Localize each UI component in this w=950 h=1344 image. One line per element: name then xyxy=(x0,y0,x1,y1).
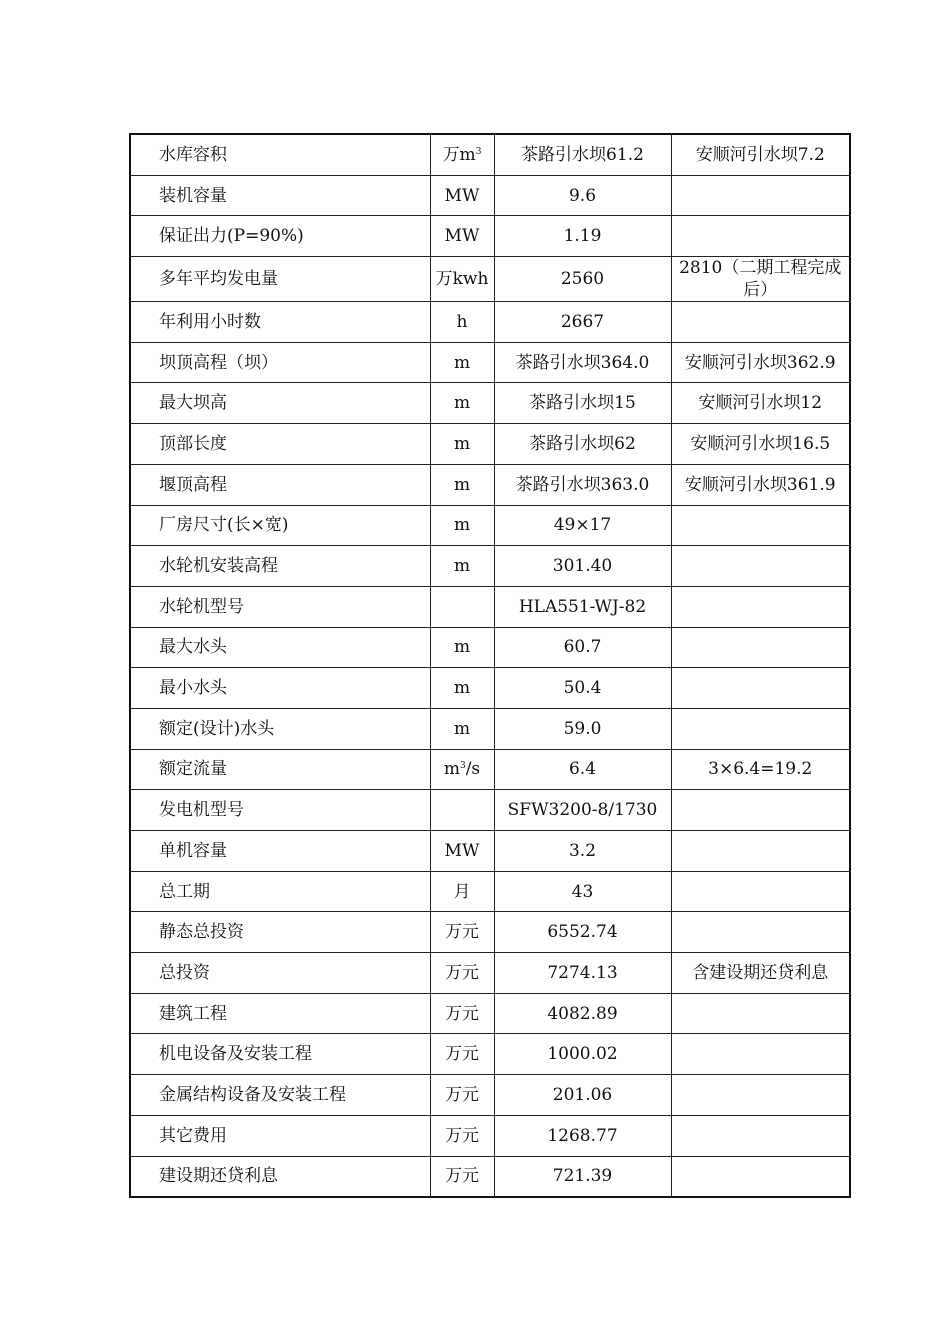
note-cell xyxy=(671,1156,850,1197)
spec-table xyxy=(129,133,851,1198)
item-cell: 额定流量 xyxy=(130,749,430,790)
value-cell: 茶路引水坝364.0 xyxy=(494,342,671,383)
note-cell xyxy=(671,831,850,872)
unit-text: 万m xyxy=(442,144,476,165)
note-cell xyxy=(671,175,850,216)
unit-text: m xyxy=(453,637,471,658)
unit-text: m xyxy=(453,678,471,699)
table-row xyxy=(130,790,850,831)
value-cell: 1268.77 xyxy=(494,1115,671,1156)
unit-text: MW xyxy=(444,185,480,206)
value-cell: 3.2 xyxy=(494,831,671,872)
unit-cell xyxy=(430,342,494,383)
value-cell: SFW3200-8/1730 xyxy=(494,790,671,831)
value-cell: 茶路引水坝62 xyxy=(494,424,671,465)
unit-cell xyxy=(430,831,494,872)
item-cell: 建筑工程 xyxy=(130,993,430,1034)
note-cell: 含建设期还贷利息 xyxy=(671,953,850,994)
value-cell: HLA551-WJ-82 xyxy=(494,586,671,627)
unit-text: 月 xyxy=(453,881,471,902)
note-cell xyxy=(671,871,850,912)
unit-text: 万元 xyxy=(445,922,479,943)
value-cell: 49×17 xyxy=(494,505,671,546)
value-cell: 4082.89 xyxy=(494,993,671,1034)
unit-text: m xyxy=(443,759,460,780)
item-cell: 建设期还贷利息 xyxy=(130,1156,430,1197)
unit-cell xyxy=(430,1115,494,1156)
unit-text: m xyxy=(453,352,471,373)
value-cell: 7274.13 xyxy=(494,953,671,994)
table-row xyxy=(130,1156,850,1197)
value-cell: 60.7 xyxy=(494,627,671,668)
note-cell xyxy=(671,912,850,953)
item-cell: 总工期 xyxy=(130,871,430,912)
value-cell: 301.40 xyxy=(494,546,671,587)
unit-cell xyxy=(430,1034,494,1075)
item-cell: 其它费用 xyxy=(130,1115,430,1156)
unit-text: m xyxy=(453,433,471,454)
unit-text: 万元 xyxy=(445,1084,479,1105)
item-cell: 单机容量 xyxy=(130,831,430,872)
table-row xyxy=(130,708,850,749)
item-cell: 水库容积 xyxy=(130,134,430,175)
note-cell xyxy=(671,302,850,343)
unit-text: m xyxy=(453,393,471,414)
value-cell: 9.6 xyxy=(494,175,671,216)
table-row xyxy=(130,175,850,216)
table-row xyxy=(130,1075,850,1116)
unit-text: 万元 xyxy=(445,1166,479,1187)
unit-text: 万元 xyxy=(445,962,479,983)
note-cell xyxy=(671,993,850,1034)
item-cell: 额定(设计)水头 xyxy=(130,708,430,749)
unit-cell xyxy=(430,216,494,257)
table-row xyxy=(130,1034,850,1075)
unit-text: MW xyxy=(444,840,480,861)
unit-text: 万kwh xyxy=(435,269,489,290)
table-row xyxy=(130,912,850,953)
note-cell: 2810（二期工程完成后） xyxy=(671,257,850,302)
item-cell: 年利用小时数 xyxy=(130,302,430,343)
table-row xyxy=(130,871,850,912)
unit-superscript: 3 xyxy=(459,761,466,772)
unit-text: 万元 xyxy=(445,1003,479,1024)
unit-cell xyxy=(430,912,494,953)
item-cell: 最大水头 xyxy=(130,627,430,668)
note-cell xyxy=(671,1034,850,1075)
unit-cell xyxy=(430,257,494,302)
unit-text: 万元 xyxy=(445,1044,479,1065)
table-row xyxy=(130,424,850,465)
table-row xyxy=(130,831,850,872)
item-cell: 水轮机安装高程 xyxy=(130,546,430,587)
note-cell xyxy=(671,1075,850,1116)
unit-cell xyxy=(430,627,494,668)
note-cell xyxy=(671,668,850,709)
item-cell: 厂房尺寸(长×宽) xyxy=(130,505,430,546)
unit-cell xyxy=(430,1156,494,1197)
unit-superscript: 3 xyxy=(475,146,482,157)
unit-cell xyxy=(430,708,494,749)
unit-cell xyxy=(430,993,494,1034)
value-cell: 茶路引水坝15 xyxy=(494,383,671,424)
item-cell: 坝顶高程（坝） xyxy=(130,342,430,383)
unit-cell xyxy=(430,790,494,831)
table-row xyxy=(130,668,850,709)
table-row xyxy=(130,993,850,1034)
note-cell: 安顺河引水坝361.9 xyxy=(671,464,850,505)
item-cell: 最大坝高 xyxy=(130,383,430,424)
value-cell: 6552.74 xyxy=(494,912,671,953)
note-cell: 安顺河引水坝12 xyxy=(671,383,850,424)
note-cell xyxy=(671,546,850,587)
unit-text: 万元 xyxy=(445,1125,479,1146)
unit-text: MW xyxy=(444,226,480,247)
value-cell: 43 xyxy=(494,871,671,912)
table-row xyxy=(130,134,850,175)
note-cell xyxy=(671,586,850,627)
value-cell: 6.4 xyxy=(494,749,671,790)
value-cell: 2667 xyxy=(494,302,671,343)
value-cell: 1000.02 xyxy=(494,1034,671,1075)
table-row xyxy=(130,1115,850,1156)
item-cell: 最小水头 xyxy=(130,668,430,709)
item-cell: 静态总投资 xyxy=(130,912,430,953)
note-cell xyxy=(671,216,850,257)
unit-cell xyxy=(430,424,494,465)
value-cell: 721.39 xyxy=(494,1156,671,1197)
unit-cell xyxy=(430,383,494,424)
unit-text: m xyxy=(453,474,471,495)
note-cell: 安顺河引水坝362.9 xyxy=(671,342,850,383)
unit-text: m xyxy=(453,556,471,577)
note-cell: 3×6.4=19.2 xyxy=(671,749,850,790)
value-cell: 茶路引水坝363.0 xyxy=(494,464,671,505)
item-cell: 水轮机型号 xyxy=(130,586,430,627)
value-cell: 59.0 xyxy=(494,708,671,749)
value-cell: 2560 xyxy=(494,257,671,302)
unit-text: h xyxy=(456,311,468,332)
unit-text: m xyxy=(453,718,471,739)
spec-table-body xyxy=(130,134,850,1197)
note-cell xyxy=(671,1115,850,1156)
table-row xyxy=(130,464,850,505)
table-row xyxy=(130,749,850,790)
table-row xyxy=(130,546,850,587)
note-cell xyxy=(671,708,850,749)
table-row xyxy=(130,627,850,668)
unit-cell xyxy=(430,871,494,912)
item-cell: 装机容量 xyxy=(130,175,430,216)
unit-cell xyxy=(430,953,494,994)
item-cell: 保证出力(P=90%) xyxy=(130,216,430,257)
item-cell: 金属结构设备及安装工程 xyxy=(130,1075,430,1116)
unit-cell xyxy=(430,1075,494,1116)
item-cell: 总投资 xyxy=(130,953,430,994)
table-row xyxy=(130,383,850,424)
item-cell: 机电设备及安装工程 xyxy=(130,1034,430,1075)
value-cell: 1.19 xyxy=(494,216,671,257)
note-cell: 安顺河引水坝16.5 xyxy=(671,424,850,465)
note-cell xyxy=(671,505,850,546)
item-cell: 顶部长度 xyxy=(130,424,430,465)
unit-cell xyxy=(430,505,494,546)
unit-text: m xyxy=(453,515,471,536)
unit-cell xyxy=(430,749,494,790)
note-cell xyxy=(671,790,850,831)
note-cell: 安顺河引水坝7.2 xyxy=(671,134,850,175)
table-row xyxy=(130,342,850,383)
unit-cell xyxy=(430,546,494,587)
unit-cell xyxy=(430,302,494,343)
item-cell: 发电机型号 xyxy=(130,790,430,831)
unit-cell xyxy=(430,586,494,627)
unit-cell xyxy=(430,134,494,175)
table-row xyxy=(130,216,850,257)
unit-cell xyxy=(430,464,494,505)
item-cell: 多年平均发电量 xyxy=(130,257,430,302)
value-cell: 201.06 xyxy=(494,1075,671,1116)
table-row xyxy=(130,586,850,627)
table-row xyxy=(130,257,850,302)
value-cell: 50.4 xyxy=(494,668,671,709)
table-row xyxy=(130,953,850,994)
note-cell xyxy=(671,627,850,668)
table-row xyxy=(130,505,850,546)
table-row xyxy=(130,302,850,343)
item-cell: 堰顶高程 xyxy=(130,464,430,505)
value-cell: 茶路引水坝61.2 xyxy=(494,134,671,175)
unit-cell xyxy=(430,175,494,216)
unit-cell xyxy=(430,668,494,709)
unit-suffix: /s xyxy=(465,759,481,780)
